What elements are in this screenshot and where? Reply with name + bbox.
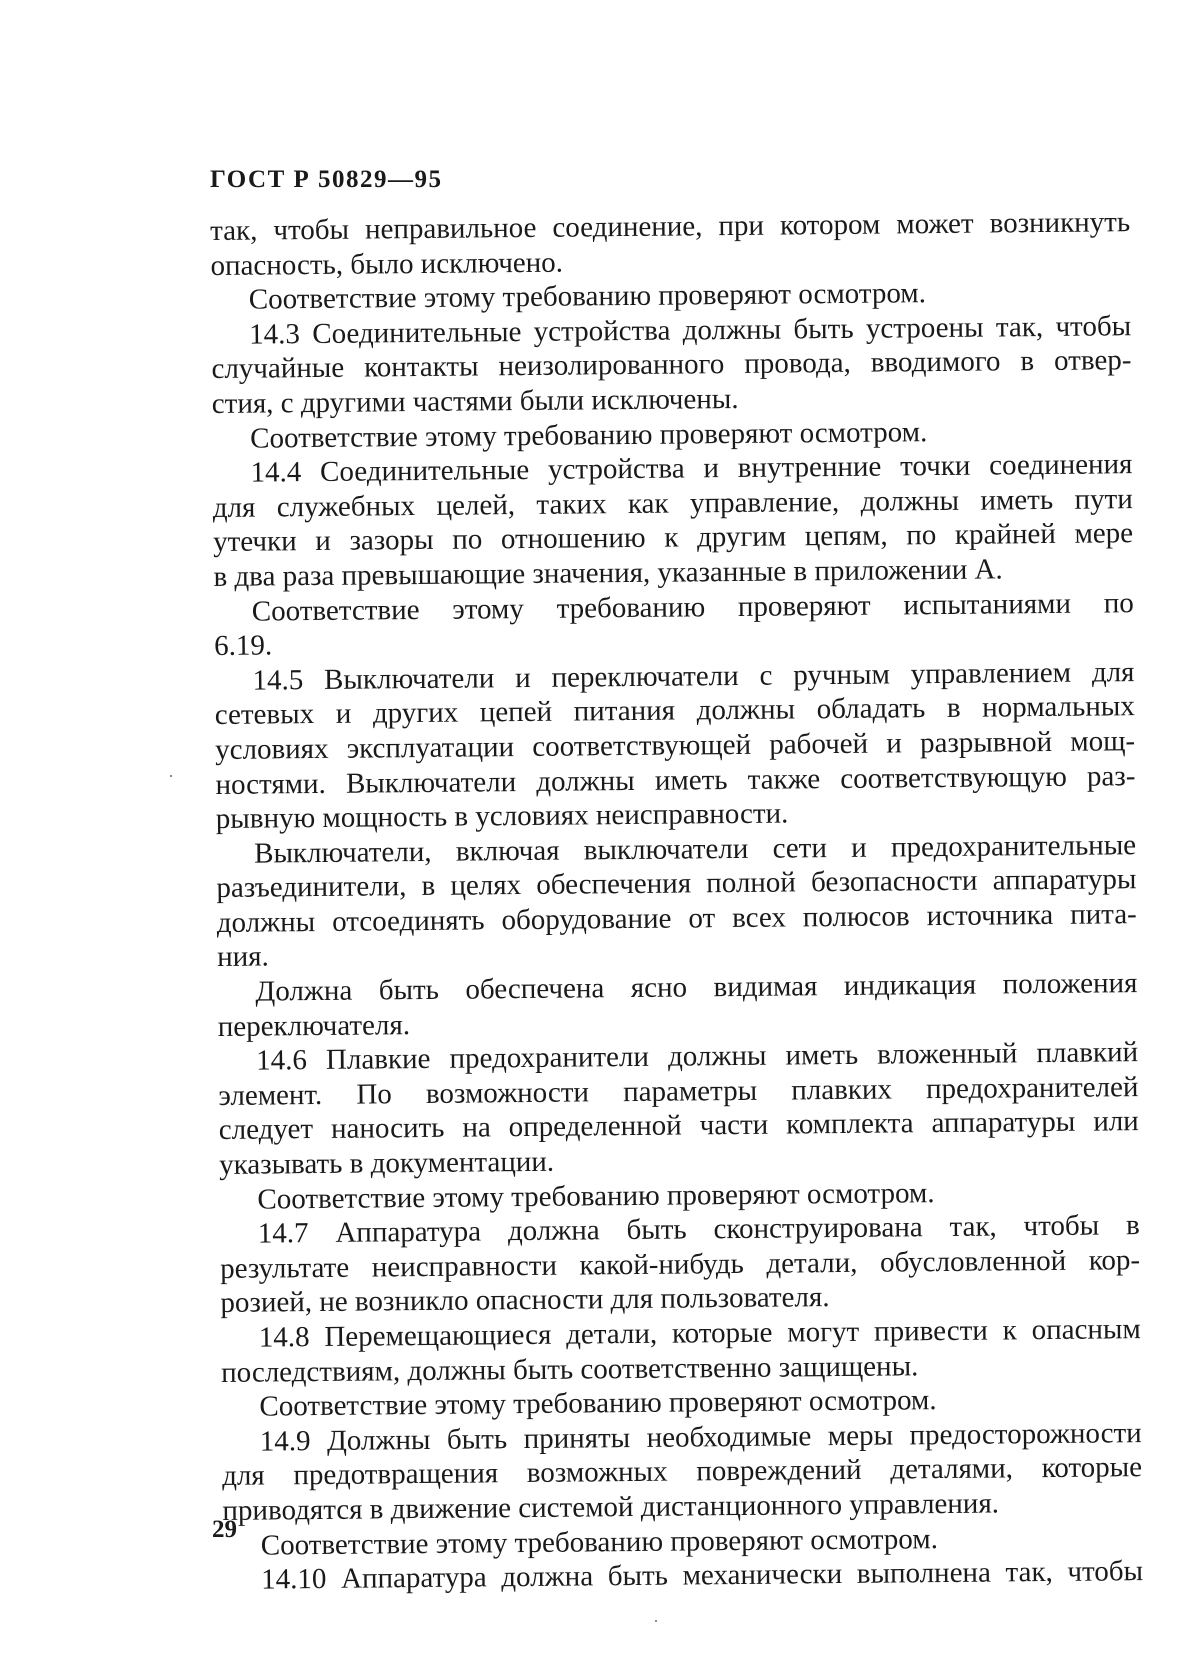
text-line: Соответствие этому требованию проверяют осмотром. xyxy=(250,415,928,455)
text-line: Соответствие этому требованию проверяют испытаниями по xyxy=(251,586,1134,628)
text-line: последствиям, должны быть соответственно защищены. xyxy=(220,1349,919,1389)
text-line: случайные контакты неизолированного провода, вводимого в отвер- xyxy=(211,344,1132,386)
scan-speck xyxy=(170,775,172,777)
text-line: Должна быть обеспечена ясно видимая индикация положения xyxy=(255,967,1138,1008)
text-line: ностями. Выключатели должны иметь также соответствующую раз- xyxy=(215,759,1136,801)
text-line: ния. xyxy=(216,940,269,974)
text-line: 6.19. xyxy=(213,629,273,663)
scan-speck xyxy=(655,1620,657,1622)
text-line: для предотвращения возможных повреждений деталями, которые xyxy=(221,1451,1143,1493)
text-line: 14.9 Должны быть приняты необходимые меры предосторожности xyxy=(259,1416,1142,1458)
text-line: условиях эксплуатации соответствующей рабочей и разрывной мощ- xyxy=(214,725,1136,766)
text-line: 14.7 Аппаратура должна быть сконструирована так, чтобы в xyxy=(257,1209,1140,1250)
text-line: рывную мощность в условиях неисправности. xyxy=(215,797,789,836)
text-line: опасность, было исключено. xyxy=(210,246,564,282)
text-line: утечки и зазоры по отношению к другим цепям, по крайней мере xyxy=(212,517,1134,559)
text-line: розией, не возникло опасности для пользователя. xyxy=(220,1281,830,1320)
text-line: разъединители, в целях обеспечения полной безопасности аппаратуры xyxy=(216,863,1137,905)
text-line: результате неисправности какой-нибудь детали, обусловленной кор- xyxy=(219,1243,1141,1285)
text-line: следует наносить на определенной части комплекта аппаратуры или xyxy=(218,1105,1139,1147)
text-line: 14.6 Плавкие предохранители должны иметь вложенный плавкий xyxy=(255,1036,1139,1077)
text-line: Выключатели, включая выключатели сети и предохранительные xyxy=(253,828,1137,870)
text-line: в два раза превышающие значения, указанные в приложении А. xyxy=(213,553,1003,593)
text-line: Соответствие этому требованию проверяют осмотром. xyxy=(259,1384,937,1423)
standard-header: ГОСТ Р 50829—95 xyxy=(210,166,443,193)
page-number: 29 xyxy=(212,1516,237,1543)
text-line: должны отсоединять оборудование от всех полюсов источника пита- xyxy=(216,898,1137,939)
text-line: переключателя. xyxy=(217,1008,411,1043)
body-text xyxy=(210,205,1143,1598)
text-line: 14.8 Перемещающиеся детали, которые могут привести к опасным xyxy=(258,1313,1141,1354)
text-line: так, чтобы неправильное соединение, при котором может возникнуть xyxy=(210,206,1131,247)
text-line: 14.5 Выключатели и переключатели с ручным управлением для xyxy=(252,655,1135,697)
text-line: элемент. По возможности параметры плавких предохранителей xyxy=(218,1070,1139,1112)
text-line: приводятся в движение системой дистанционного управления. xyxy=(222,1487,1000,1527)
text-line: 14.3 Соединительные устройства должны быть устроены так, чтобы xyxy=(249,309,1132,351)
text-line: Соответствие этому требованию проверяют осмотром. xyxy=(260,1522,939,1562)
text-line: стия, с другими частями были исключены. xyxy=(211,382,739,420)
text-line: сетевых и других цепей питания должны обладать в нормальных xyxy=(214,690,1135,732)
text-line: 14.10 Аппаратура должна быть механически выполнена так, чтобы xyxy=(260,1555,1144,1596)
text-line: Соответствие этому требованию проверяют осмотром. xyxy=(248,277,927,316)
text-line: для служебных целей, таких как управление, должны иметь пути xyxy=(212,482,1133,524)
text-line: 14.4 Соединительные устройства и внутренние точки соединения xyxy=(250,448,1133,489)
text-line: Соответствие этому требованию проверяют осмотром. xyxy=(257,1176,935,1216)
text-line: указывать в документации. xyxy=(218,1145,555,1181)
